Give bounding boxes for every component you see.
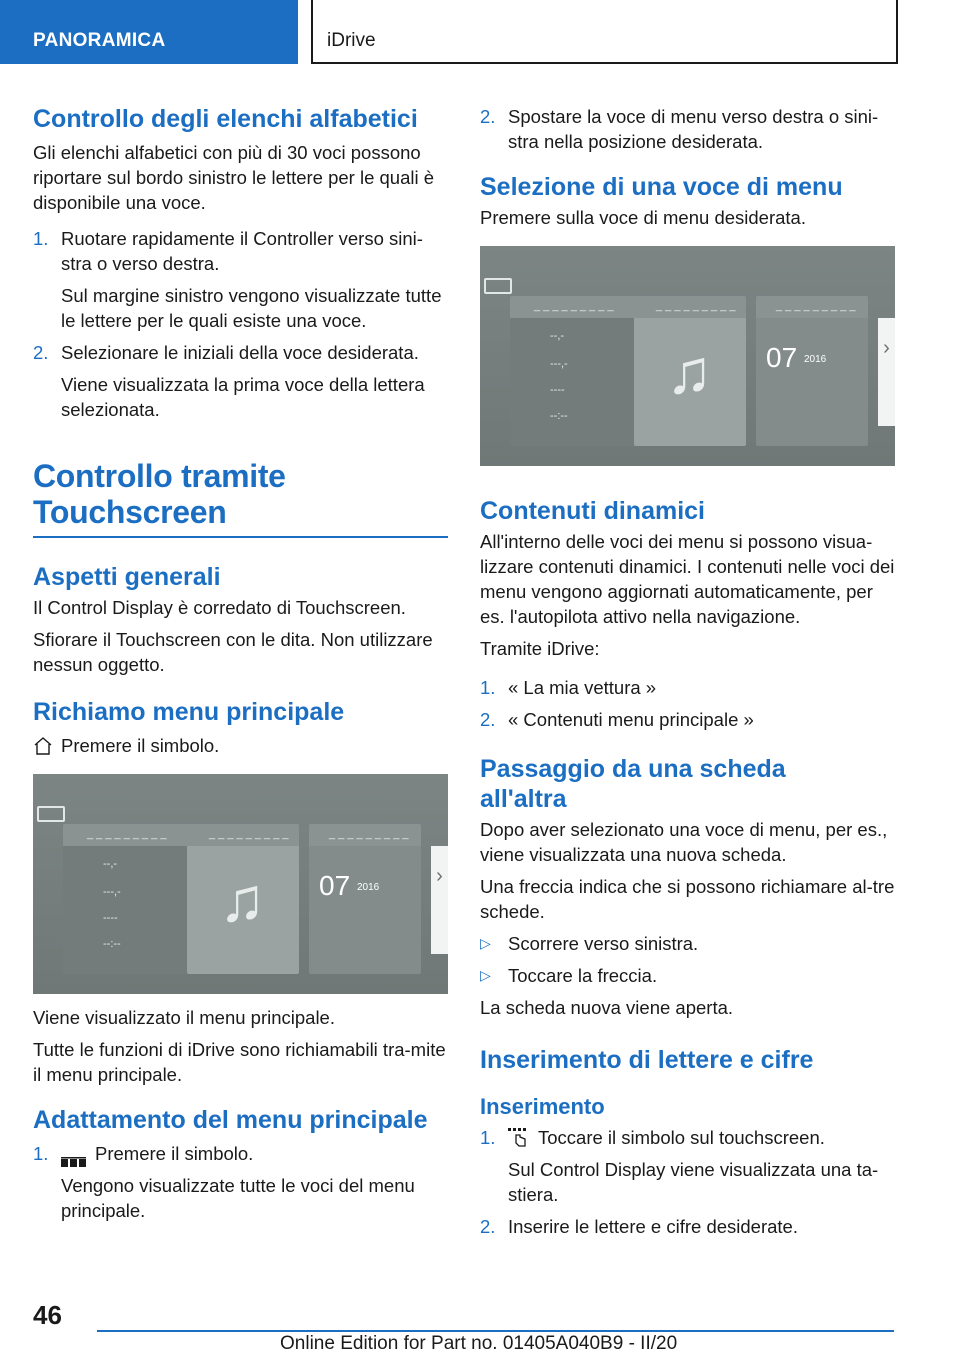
- edit-menu-icon: [61, 1148, 87, 1158]
- vehicle-tile: [510, 296, 652, 446]
- list-item: [33, 1141, 448, 1166]
- page-number: 46: [33, 1300, 62, 1330]
- list-item: [480, 963, 900, 988]
- step-text: Premere il simbolo.: [95, 1143, 254, 1164]
- list-item: [480, 675, 900, 700]
- chapter-tab: [311, 0, 898, 64]
- page-header: [0, 0, 960, 66]
- heading-main-menu: Richiamo menu principale: [33, 698, 345, 726]
- tabs-paragraph-2: Una freccia indica che si possono richiamare al-tre schede.: [480, 876, 895, 922]
- heading-input: Inserimento di lettere e cifre: [480, 1046, 814, 1074]
- alphabetic-paragraph: Gli elenchi alfabetici con più di 30 voci possono riportare sul bordo sinistro le lettere per le quali è disponibile una voce.: [33, 142, 435, 213]
- general-paragraph-2: Sfiorare il Touchscreen con le dita. Non utilizzare nessun oggetto.: [33, 629, 433, 675]
- music-note-icon: ♫: [219, 866, 266, 935]
- general-paragraph-1: Il Control Display è corredato di Touchscreen.: [33, 597, 406, 618]
- tile-value-3: ----: [550, 384, 565, 396]
- footer-rule: [97, 1330, 894, 1332]
- bullet-triangle-icon: ▷: [480, 967, 491, 983]
- date-number: 07: [319, 870, 351, 901]
- tile-dashes: _ _ _ _ _ _ _ _ _: [656, 300, 736, 312]
- select-menu-screenshot: [480, 246, 895, 466]
- home-instruction-text: Premere il simbolo.: [61, 735, 220, 756]
- step-number: 2.: [480, 1216, 496, 1237]
- section-tab: [0, 0, 298, 64]
- section-rule: [33, 536, 448, 538]
- step-subtext: Sul margine sinistro vengono visualizzate tutte le lettere per le quali esiste una voce.: [61, 285, 442, 331]
- chapter-title: iDrive: [327, 30, 376, 51]
- menu-edit-icon: [37, 806, 65, 822]
- bullet-triangle-icon: ▷: [480, 935, 491, 951]
- tile-value-3: ----: [103, 912, 118, 924]
- tile-value-2: ---,-: [103, 886, 121, 898]
- media-tile: [187, 824, 299, 974]
- after-screenshot-paragraph-2: Tutte le funzioni di iDrive sono richiamabili tra-mite il menu principale.: [33, 1039, 446, 1085]
- heading-general: Aspetti generali: [33, 563, 221, 591]
- tile-dashes: _ _ _ _ _ _ _ _ _: [534, 300, 614, 312]
- section-title: PANORAMICA: [33, 30, 166, 51]
- tile-dashes: _ _ _ _ _ _ _ _ _: [209, 828, 289, 840]
- date-year: 2016: [804, 354, 827, 365]
- step-subtext: Vengono visualizzate tutte le voci del menu principale.: [61, 1175, 415, 1221]
- list-item: [33, 226, 448, 276]
- step-subtext: Sul Control Display viene visualizzata una ta-stiera.: [508, 1159, 879, 1205]
- home-icon: [33, 736, 53, 762]
- date-year: 2016: [357, 882, 380, 893]
- step-number: 1.: [33, 1143, 49, 1164]
- vehicle-tile: [63, 824, 205, 974]
- step-number: 1.: [480, 677, 496, 698]
- tile-dashes: _ _ _ _ _ _ _ _ _: [87, 828, 167, 840]
- step-number: 2.: [33, 342, 49, 363]
- tile-dashes: _ _ _ _ _ _ _ _ _: [329, 828, 409, 840]
- heading-tabs-1: Passaggio da una scheda: [480, 755, 786, 783]
- heading-adjust-menu: Adattamento del menu principale: [33, 1106, 428, 1134]
- heading-touchscreen-2: Touchscreen: [33, 494, 227, 530]
- dynamic-paragraph: All'interno delle voci dei menu si possono visua-lizzare contenuti dinamici. I contenuti nelle voci dei menu vengono aggiornati automaticamente, per es. l'autopilota attivo nella navigazione.: [480, 531, 895, 627]
- heading-tabs-2: all'altra: [480, 785, 567, 813]
- select-paragraph: Premere sulla voce di menu desiderata.: [480, 207, 806, 228]
- left-column: [33, 100, 448, 1223]
- list-item: [480, 931, 900, 956]
- tile-value-2: ---,-: [550, 358, 568, 370]
- home-instruction: [33, 733, 448, 758]
- date-tile: [756, 296, 868, 446]
- list-item: [33, 340, 448, 365]
- after-screenshot-paragraph-1: Viene visualizzato il menu principale.: [33, 1007, 335, 1028]
- main-menu-screenshot: [33, 774, 448, 994]
- step-text: Inserire le lettere e cifre desiderate.: [508, 1216, 798, 1237]
- heading-input-sub: Inserimento: [480, 1094, 605, 1119]
- date-tile: [309, 824, 421, 974]
- edition-text: Online Edition for Part no. 01405A040B9 - II/20: [280, 1333, 678, 1354]
- tile-dashes: _ _ _ _ _ _ _ _ _: [776, 300, 856, 312]
- right-column: [480, 100, 900, 1239]
- tile-value-4: --:--: [550, 410, 568, 422]
- step-text: « La mia vettura »: [508, 677, 657, 698]
- next-tab-arrow[interactable]: ›: [878, 318, 895, 426]
- date-number: 07: [766, 342, 798, 373]
- step-number: 2.: [480, 709, 496, 730]
- step-number: 2.: [480, 106, 496, 127]
- media-tile: [634, 296, 746, 446]
- step-text: Spostare la voce di menu verso destra o sini-stra nella posizione desiderata.: [508, 106, 879, 152]
- tabs-paragraph-1: Dopo aver selezionato una voce di menu, per es., viene visualizzata una nuova scheda.: [480, 819, 888, 865]
- heading-alphabetic: Controllo degli elenchi alfabetici: [33, 105, 418, 133]
- step-subtext: Viene visualizzata la prima voce della lettera selezionata.: [61, 374, 425, 420]
- tile-value-4: --:--: [103, 938, 121, 950]
- step-text: « Contenuti menu principale »: [508, 709, 754, 730]
- heading-touchscreen-1: Controllo tramite: [33, 458, 286, 494]
- tile-value-1: --,-: [550, 330, 565, 342]
- via-idrive-label: Tramite iDrive:: [480, 638, 600, 659]
- step-number: 1.: [480, 1127, 496, 1148]
- tabs-paragraph-3: La scheda nuova viene aperta.: [480, 997, 734, 1018]
- step-number: 1.: [33, 228, 49, 249]
- list-item: [480, 1125, 900, 1150]
- list-item: [480, 1214, 900, 1239]
- heading-select-item: Selezione di una voce di menu: [480, 173, 843, 201]
- menu-edit-icon: [484, 278, 512, 294]
- bullet-text: Scorrere verso sinistra.: [508, 933, 699, 954]
- keyboard-touch-icon: [507, 1127, 529, 1153]
- bullet-text: Toccare la freccia.: [508, 965, 658, 986]
- step-text: Toccare il simbolo sul touchscreen.: [538, 1127, 825, 1148]
- music-note-icon: ♫: [666, 338, 713, 407]
- alphabetic-steps: [33, 226, 448, 422]
- list-item: [480, 707, 900, 732]
- tile-value-1: --,-: [103, 858, 118, 870]
- next-tab-arrow[interactable]: ›: [431, 846, 448, 954]
- step-text: Ruotare rapidamente il Controller verso sini-stra o verso destra.: [61, 228, 423, 274]
- list-item: [480, 104, 900, 154]
- heading-dynamic: Contenuti dinamici: [480, 497, 705, 525]
- step-text: Selezionare le iniziali della voce desiderata.: [61, 342, 419, 363]
